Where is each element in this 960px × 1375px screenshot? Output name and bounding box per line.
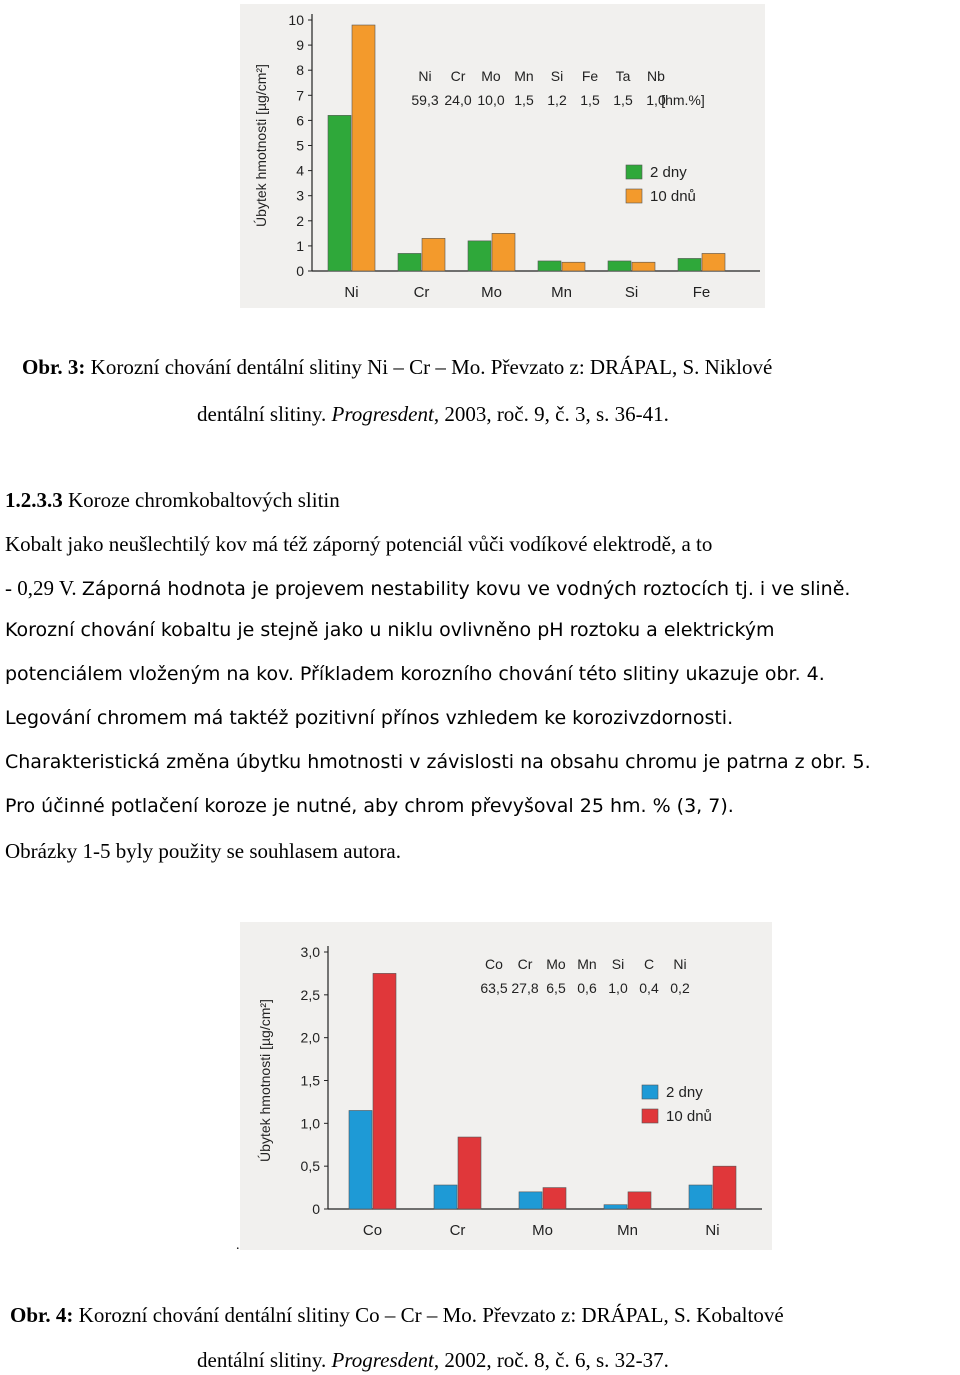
figure-4-chart-svg xyxy=(240,922,772,1250)
bar-mn-series-1 xyxy=(604,1205,627,1209)
paragraph-line-8: Obrázky 1-5 byly použity se souhlasem autora. xyxy=(5,839,401,863)
composition-value: 1,0 xyxy=(608,980,628,996)
figure-3-journal: Progresdent xyxy=(331,402,434,426)
bar-cr-series-2 xyxy=(458,1137,481,1209)
figure-3-caption-line2 xyxy=(197,402,669,427)
y-tick-label: 0 xyxy=(312,1201,320,1217)
section-number: 1.2.3.3 xyxy=(5,488,63,512)
figure-4-caption xyxy=(10,1294,960,1337)
composition-element: Mo xyxy=(546,956,566,972)
bar-mo-series-2 xyxy=(492,233,515,271)
x-tick-label: Mn xyxy=(551,284,572,301)
composition-element: Fe xyxy=(581,68,599,84)
bar-cr-series-1 xyxy=(398,253,421,271)
bar-cr-series-1 xyxy=(434,1185,457,1209)
composition-value: 1,2 xyxy=(547,92,567,108)
composition-element: Co xyxy=(485,956,503,972)
figure-3-chart-svg xyxy=(240,4,765,308)
composition-value: 1,0 xyxy=(646,92,666,108)
y-tick-label: 3,0 xyxy=(300,944,320,960)
composition-element: Ni xyxy=(673,956,687,972)
composition-element: Mo xyxy=(481,68,501,84)
figure-4-label: Obr. 4: xyxy=(10,1303,74,1327)
bar-ni-series-1 xyxy=(328,115,351,271)
composition-value: 10,0 xyxy=(477,92,505,108)
x-tick-label: Ni xyxy=(344,284,359,301)
y-tick-label: 0,5 xyxy=(300,1158,320,1175)
figure-4-caption-text: Korozní chování dentální slitiny Co – Cr – Mo. Převzato z: DRÁPAL, S. Kobaltové xyxy=(78,1303,784,1327)
composition-element: Ni xyxy=(418,68,432,84)
figure-3-label: Obr. 3: xyxy=(22,355,86,379)
bar-mo-series-2 xyxy=(543,1188,566,1209)
figure-4-caption-part: dentální slitiny. xyxy=(197,1348,332,1372)
legend-swatch xyxy=(642,1109,658,1123)
bar-mo-series-1 xyxy=(468,241,491,271)
paragraph-line-6: Charakteristická změna úbytku hmotnosti v závislosti na obsahu chromu je patrna z obr. 5. xyxy=(5,751,871,773)
composition-element: Mn xyxy=(577,956,597,972)
x-tick-label: Fe xyxy=(692,284,711,301)
composition-value: 1,5 xyxy=(580,92,600,108)
bar-fe-series-2 xyxy=(702,253,725,271)
figure-3-caption xyxy=(22,346,960,389)
figure-4-journal: Progresdent xyxy=(331,1348,434,1372)
x-tick-label: Co xyxy=(362,1222,383,1239)
composition-value: 0,2 xyxy=(670,980,690,996)
figure-3-caption-part: dentální slitiny. xyxy=(197,402,332,426)
y-tick-label: 7 xyxy=(296,87,304,104)
y-tick-label: 0 xyxy=(296,263,304,279)
bar-si-series-2 xyxy=(632,262,655,271)
composition-value: 59,3 xyxy=(411,92,439,108)
paragraph-line-2a: - 0,29 V. xyxy=(5,576,82,600)
composition-value: 63,5 xyxy=(480,980,508,996)
x-tick-label: Ni xyxy=(705,1222,720,1239)
bar-ni-series-1 xyxy=(689,1185,712,1209)
x-tick-label: Mn xyxy=(617,1222,638,1239)
figure-4-chart xyxy=(240,922,772,1250)
y-tick-label: 2,5 xyxy=(300,986,320,1003)
legend-swatch xyxy=(626,165,642,179)
paragraph-line-2 xyxy=(5,576,850,601)
y-tick-label: 6 xyxy=(296,112,304,129)
y-tick-label: 3 xyxy=(296,187,304,204)
legend-label: 10 dnů xyxy=(666,1108,712,1125)
x-tick-label: Cr xyxy=(413,284,430,301)
composition-value: 27,8 xyxy=(511,980,539,996)
y-tick-label: 5 xyxy=(296,137,304,154)
legend-label: 10 dnů xyxy=(650,188,696,205)
composition-element: Cr xyxy=(450,68,466,84)
section-heading xyxy=(5,488,340,513)
legend-label: 2 dny xyxy=(666,1084,703,1101)
x-tick-label: Mo xyxy=(481,284,502,301)
bar-mn-series-2 xyxy=(628,1192,651,1209)
bar-mn-series-2 xyxy=(562,262,585,271)
paragraph-line-2b: Záporná hodnota je projevem nestability kovu ve vodných roztocích tj. i ve slině. xyxy=(81,578,851,600)
section-title: Koroze chromkobaltových slitin xyxy=(68,488,340,512)
composition-value: 1,5 xyxy=(613,92,633,108)
composition-value: 6,5 xyxy=(546,980,566,996)
paragraph-line-1: Kobalt jako neušlechtilý kov má též záporný potenciál vůči vodíkové elektrodě, a to xyxy=(5,532,713,556)
composition-value: 24,0 xyxy=(444,92,472,108)
paragraph-line-4: potenciálem vloženým na kov. Příkladem korozního chování této slitiny ukazuje obr. 4. xyxy=(5,663,825,685)
legend-swatch xyxy=(642,1085,658,1099)
x-tick-label: Cr xyxy=(449,1222,466,1239)
legend-swatch xyxy=(626,189,642,203)
figure-3-caption-text: Korozní chování dentální slitiny Ni – Cr – Mo. Převzato z: DRÁPAL, S. Niklové xyxy=(90,355,773,379)
composition-element: C xyxy=(643,956,655,972)
bar-cr-series-2 xyxy=(422,238,445,271)
y-tick-label: 2,0 xyxy=(300,1029,320,1046)
stray-dot: . xyxy=(236,1238,240,1253)
bar-si-series-1 xyxy=(608,261,631,271)
paragraph-line-7: Pro účinné potlačení koroze je nutné, aby chrom převyšoval 25 hm. % (3, 7). xyxy=(5,795,734,817)
figure-3-caption-part2: , 2003, roč. 9, č. 3, s. 36-41. xyxy=(433,402,669,426)
composition-element: Si xyxy=(611,956,625,972)
y-axis-label: Úbytek hmotnosti [µg/cm²] xyxy=(257,999,273,1162)
paragraph-line-5: Legování chromem má taktéž pozitivní přínos vzhledem ke korozivzdornosti. xyxy=(5,707,734,729)
bar-mn-series-1 xyxy=(538,261,561,271)
bar-ni-series-2 xyxy=(352,25,375,271)
figure-4-caption-line2 xyxy=(197,1348,669,1373)
bar-ni-series-2 xyxy=(713,1166,736,1209)
y-tick-label: 1 xyxy=(296,237,304,254)
y-tick-label: 8 xyxy=(296,62,304,79)
y-tick-label: 1,5 xyxy=(300,1072,320,1089)
composition-value: 0,4 xyxy=(639,980,659,996)
y-tick-label: 9 xyxy=(296,37,304,54)
composition-element: Cr xyxy=(517,956,533,972)
legend-label: 2 dny xyxy=(650,164,687,181)
y-tick-label: 4 xyxy=(296,162,304,179)
y-tick-label: 2 xyxy=(296,212,304,229)
composition-element: Nb xyxy=(647,68,665,84)
x-tick-label: Mo xyxy=(532,1222,553,1239)
composition-value: 0,6 xyxy=(577,980,597,996)
bar-co-series-1 xyxy=(349,1110,372,1209)
bar-co-series-2 xyxy=(373,973,396,1209)
y-tick-label: 10 xyxy=(288,12,304,28)
bar-mo-series-1 xyxy=(519,1192,542,1209)
x-tick-label: Si xyxy=(624,284,639,301)
composition-unit: [hm.%] xyxy=(661,92,705,108)
figure-3-chart xyxy=(240,4,765,308)
bar-fe-series-1 xyxy=(678,258,701,271)
paragraph-line-3: Korozní chování kobaltu je stejně jako u niklu ovlivněno pH roztoku a elektrickým xyxy=(5,619,775,641)
composition-element: Si xyxy=(550,68,564,84)
composition-element: Mn xyxy=(514,68,534,84)
y-tick-label: 1,0 xyxy=(300,1115,320,1132)
y-axis-label: Úbytek hmotnosti [µg/cm²] xyxy=(253,64,269,227)
composition-value: 1,5 xyxy=(514,92,534,108)
composition-element: Ta xyxy=(615,68,631,84)
figure-4-caption-part2: , 2002, roč. 8, č. 6, s. 32-37. xyxy=(433,1348,669,1372)
